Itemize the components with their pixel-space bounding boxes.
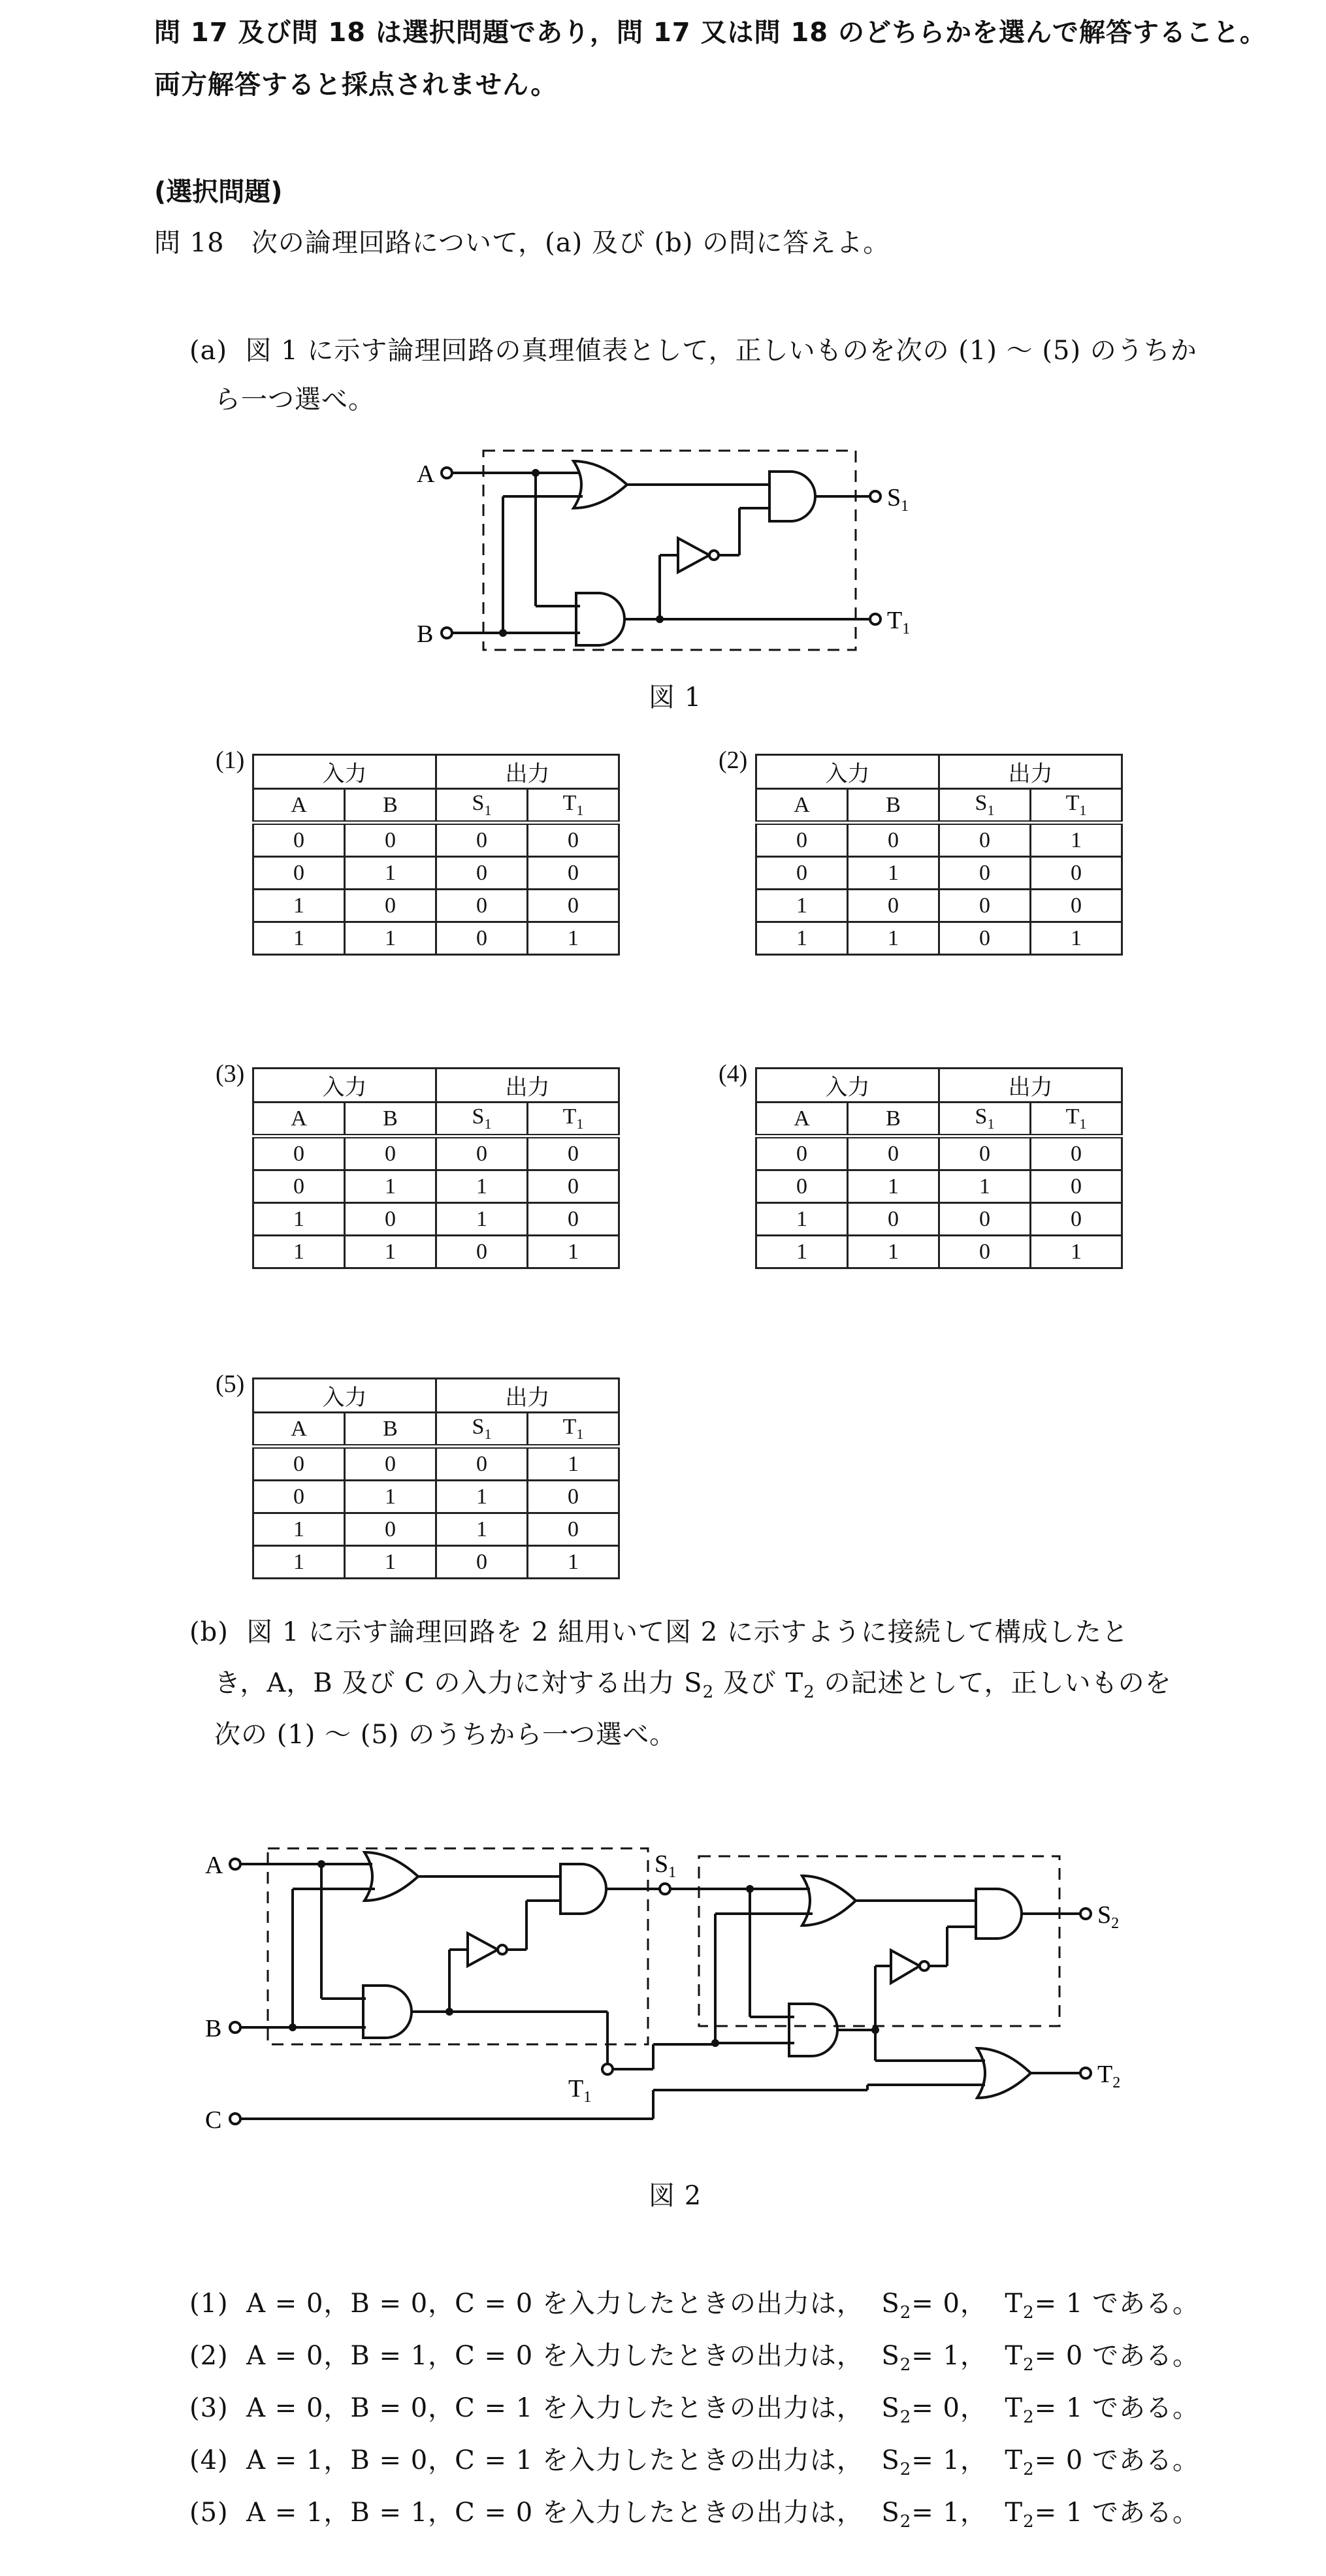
table-cell: 0 — [253, 1170, 345, 1203]
table-cell: 1 — [848, 922, 939, 955]
table-cell: 1 — [528, 922, 619, 955]
table-cell: 1 — [756, 922, 848, 955]
choice-t-label: T — [1005, 2289, 1024, 2319]
table-row — [756, 857, 1122, 890]
table-col-s — [939, 1103, 1031, 1136]
svg-text:T1 — [568, 2075, 591, 2106]
svg-text:S2 — [1097, 1901, 1119, 1932]
col-letter: B — [886, 1106, 901, 1131]
figure2-or-gate-2 — [802, 1876, 856, 1925]
table-cell: 0 — [939, 857, 1031, 890]
choice-t-sub: 2 — [1023, 2460, 1035, 2479]
table-cell: 0 — [756, 1170, 848, 1203]
choice-s-label: S — [881, 2393, 900, 2423]
choice-t-label: T — [1005, 2445, 1024, 2475]
table-col-a — [756, 789, 848, 823]
choice-t-sub: 2 — [1023, 2512, 1035, 2532]
figure2-or-gate-t2 — [977, 2048, 1031, 2098]
table-col-t — [528, 789, 619, 823]
choice-condition: A = 1，B = 0，C = 1 を入力したときの出力は， — [246, 2445, 864, 2475]
svg-text:T2 — [1097, 2061, 1120, 2091]
fig2-label-c: C — [205, 2106, 222, 2134]
table-row — [253, 922, 619, 955]
table-cell: 0 — [436, 1447, 528, 1481]
table-cell: 0 — [528, 823, 619, 857]
choice-s-label: S — [881, 2289, 900, 2319]
truth-table — [755, 1067, 1123, 1269]
table-cell: 0 — [939, 1236, 1031, 1268]
table-cell: 1 — [436, 1481, 528, 1513]
truth-table-label: (2) — [719, 747, 748, 774]
table-cell: 1 — [436, 1203, 528, 1236]
figure1-or-gate — [574, 461, 627, 508]
table-cell: 1 — [345, 922, 436, 955]
answer-choice — [189, 2387, 1199, 2427]
figure2-and-gate-1b — [363, 1986, 412, 2038]
figure2-block2 — [699, 1856, 1059, 2026]
table-cell: 0 — [436, 890, 528, 922]
part-b-line1 — [189, 1611, 1129, 1649]
table-cell: 0 — [1031, 1170, 1122, 1203]
col-subscript: 1 — [484, 1425, 492, 1442]
fig1-label-t: T — [887, 607, 903, 634]
table-col-t — [1031, 1103, 1122, 1136]
table-cell: 1 — [253, 1513, 345, 1546]
choice-t-sub: 2 — [1023, 2303, 1035, 2323]
table-cell: 1 — [345, 1170, 436, 1203]
table-cell: 1 — [848, 857, 939, 890]
table-cell: 1 — [528, 1236, 619, 1268]
table-header-output: 出力 — [939, 1069, 1122, 1103]
col-letter: B — [383, 792, 398, 817]
table-row — [756, 1170, 1122, 1203]
table-cell: 0 — [253, 823, 345, 857]
fig2-label-s1-sub: 1 — [668, 1864, 677, 1881]
table-cell: 0 — [756, 1136, 848, 1170]
part-b-text2c: の記述として，正しいものを — [815, 1668, 1172, 1698]
col-letter: A — [291, 1416, 307, 1441]
table-cell: 0 — [528, 1170, 619, 1203]
table-cell: 1 — [436, 1513, 528, 1546]
truth-table-label: (3) — [216, 1060, 245, 1087]
table-cell: 0 — [253, 1447, 345, 1481]
choice-t-value: = 1 である。 — [1034, 2498, 1200, 2528]
table-col-t — [528, 1413, 619, 1447]
choice-s-label: S — [881, 2445, 900, 2475]
fig2-label-t2-sub: 2 — [1112, 2074, 1121, 2091]
table-col-b — [345, 1103, 436, 1136]
table-row — [253, 857, 619, 890]
table-cell: 1 — [756, 890, 848, 922]
table-cell: 0 — [756, 823, 848, 857]
choice-condition: A = 0，B = 0，C = 1 を入力したときの出力は， — [246, 2393, 864, 2423]
choice-number: (4) — [189, 2445, 229, 2475]
table-cell: 0 — [436, 1546, 528, 1579]
answer-choice — [189, 2335, 1199, 2375]
table-cell: 0 — [939, 1203, 1031, 1236]
col-letter: S — [472, 1415, 485, 1440]
choice-s-sub: 2 — [899, 2512, 912, 2532]
fig2-label-t1-sub: 1 — [583, 2089, 592, 2106]
table-header-input: 入力 — [253, 1379, 436, 1413]
col-letter: A — [794, 1106, 810, 1131]
table-row — [756, 1236, 1122, 1268]
table-row — [253, 1513, 619, 1546]
table-cell: 0 — [1031, 1203, 1122, 1236]
col-letter: B — [383, 1416, 398, 1441]
table-cell: 0 — [848, 823, 939, 857]
table-cell: 0 — [1031, 890, 1122, 922]
table-cell: 1 — [848, 1236, 939, 1268]
table-row — [756, 890, 1122, 922]
part-b-line3: 次の (1) 〜 (5) のうちから一つ選べ。 — [214, 1720, 677, 1750]
table-cell: 0 — [436, 1136, 528, 1170]
col-subscript: 1 — [484, 801, 492, 818]
choice-t-value: = 0 である。 — [1034, 2445, 1200, 2475]
question-number: 問 18 — [154, 228, 225, 258]
col-letter: S — [975, 1104, 988, 1129]
table-cell: 1 — [345, 857, 436, 890]
truth-table-label: (5) — [216, 1370, 245, 1398]
truth-table — [252, 1377, 620, 1579]
table-cell: 0 — [436, 922, 528, 955]
instruction-line1: 問 17 及び問 18 は選択問題であり，問 17 又は問 18 のどちらかを選んで解答すること。 — [154, 18, 1267, 48]
part-b-sub-t: 2 — [803, 1682, 815, 1702]
table-cell: 1 — [528, 1447, 619, 1481]
table-col-a — [253, 789, 345, 823]
table-row — [253, 1546, 619, 1579]
table-header-output: 出力 — [939, 755, 1122, 789]
col-subscript: 1 — [1079, 801, 1087, 818]
fig1-label-a: A — [417, 460, 435, 488]
table-cell: 1 — [528, 1546, 619, 1579]
table-row — [756, 922, 1122, 955]
table-cell: 1 — [848, 1170, 939, 1203]
figure1-circuit — [405, 444, 967, 660]
part-b-text2a: き，A，B 及び C の入力に対する出力 S — [214, 1668, 703, 1698]
figure1-caption: 図 1 — [649, 683, 702, 713]
table-col-b — [345, 789, 436, 823]
choice-s-sub: 2 — [899, 2407, 912, 2427]
col-letter: A — [291, 792, 307, 817]
question-line — [154, 222, 890, 259]
instruction-line2: 両方解答すると採点されません。 — [154, 70, 558, 100]
table-cell: 1 — [1031, 823, 1122, 857]
col-letter: T — [562, 1415, 577, 1440]
table-cell: 0 — [528, 1203, 619, 1236]
table-row — [253, 1203, 619, 1236]
table-col-a — [253, 1413, 345, 1447]
figure2-and-gate-2a — [976, 1889, 1022, 1939]
table-cell: 1 — [253, 890, 345, 922]
table-cell: 1 — [253, 1546, 345, 1579]
table-cell: 1 — [345, 1236, 436, 1268]
table-header-input: 入力 — [253, 755, 436, 789]
choice-s-label: S — [881, 2341, 900, 2371]
table-cell: 0 — [528, 1136, 619, 1170]
part-a-line1 — [189, 330, 1197, 367]
col-subscript: 1 — [1079, 1115, 1087, 1132]
choice-s-sub: 2 — [899, 2355, 912, 2375]
part-b-sub-s: 2 — [702, 1682, 715, 1702]
table-cell: 0 — [848, 1136, 939, 1170]
table-cell: 1 — [939, 1170, 1031, 1203]
figure2-not-gate-1 — [468, 1933, 498, 1966]
col-letter: T — [562, 791, 577, 816]
col-subscript: 1 — [576, 1115, 584, 1132]
fig2-label-s1: S — [655, 1850, 669, 1878]
svg-text:T1 — [887, 607, 910, 637]
truth-table — [252, 754, 620, 956]
figure2-not-gate-2 — [891, 1950, 920, 1983]
figure2-or-gate-1 — [364, 1852, 418, 1901]
choice-s-sub: 2 — [899, 2460, 912, 2479]
table-header-input: 入力 — [253, 1069, 436, 1103]
col-letter: S — [472, 1104, 485, 1129]
table-col-a — [253, 1103, 345, 1136]
table-cell: 1 — [345, 1481, 436, 1513]
col-letter: T — [1065, 791, 1080, 816]
col-letter: A — [794, 792, 810, 817]
choice-condition: A = 0，B = 0，C = 0 を入力したときの出力は， — [246, 2289, 864, 2319]
fig2-label-t2: T — [1097, 2061, 1113, 2088]
table-cell: 0 — [1031, 1136, 1122, 1170]
table-row — [253, 1170, 619, 1203]
table-cell: 0 — [345, 890, 436, 922]
table-cell: 0 — [528, 1481, 619, 1513]
choice-s-value: = 0， — [911, 2393, 987, 2423]
table-cell: 0 — [436, 1236, 528, 1268]
table-row — [253, 1236, 619, 1268]
choice-number: (1) — [189, 2289, 229, 2319]
truth-table-label: (4) — [719, 1060, 748, 1087]
table-cell: 0 — [345, 1447, 436, 1481]
col-subscript: 1 — [576, 1425, 584, 1442]
table-cell: 1 — [756, 1203, 848, 1236]
table-row — [253, 823, 619, 857]
choice-s-value: = 0， — [911, 2289, 987, 2319]
truth-table — [252, 1067, 620, 1269]
question-text: 次の論理回路について，(a) 及び (b) の問に答えよ。 — [251, 228, 890, 258]
col-letter: T — [562, 1104, 577, 1129]
figure1-and-gate-lower — [576, 593, 624, 645]
choice-s-value: = 1， — [911, 2445, 987, 2475]
figure1-and-gate-upper — [769, 472, 815, 521]
table-cell: 0 — [345, 1513, 436, 1546]
table-cell: 0 — [939, 823, 1031, 857]
choice-number: (5) — [189, 2498, 229, 2528]
table-cell: 1 — [253, 1236, 345, 1268]
choice-t-value: = 1 である。 — [1034, 2393, 1200, 2423]
table-cell: 0 — [345, 823, 436, 857]
fig1-label-s: S — [887, 484, 901, 511]
choice-s-label: S — [881, 2498, 900, 2528]
part-a-line2: ら一つ選べ。 — [214, 385, 375, 415]
fig2-label-t1: T — [568, 2075, 584, 2102]
table-col-b — [345, 1413, 436, 1447]
table-cell: 0 — [253, 857, 345, 890]
table-cell: 0 — [848, 890, 939, 922]
choice-t-label: T — [1005, 2341, 1024, 2371]
table-row — [253, 1481, 619, 1513]
table-row — [253, 1136, 619, 1170]
table-cell: 0 — [436, 857, 528, 890]
answer-choice — [189, 2439, 1199, 2479]
fig2-label-s2-sub: 2 — [1111, 1915, 1120, 1932]
choice-number: (3) — [189, 2393, 229, 2423]
table-cell: 0 — [939, 890, 1031, 922]
table-cell: 0 — [345, 1203, 436, 1236]
part-b-text2b: 及び T — [714, 1668, 804, 1698]
table-cell: 0 — [528, 890, 619, 922]
table-col-s — [436, 1413, 528, 1447]
col-letter: S — [975, 791, 988, 816]
table-cell: 1 — [1031, 1236, 1122, 1268]
table-col-b — [848, 789, 939, 823]
table-col-t — [528, 1103, 619, 1136]
table-cell: 1 — [253, 922, 345, 955]
fig1-label-s-sub: 1 — [901, 498, 909, 515]
table-cell: 0 — [848, 1203, 939, 1236]
choice-s-value: = 1， — [911, 2341, 987, 2371]
truth-table-label: (1) — [216, 747, 245, 774]
table-cell: 1 — [1031, 922, 1122, 955]
table-cell: 0 — [253, 1136, 345, 1170]
choice-t-sub: 2 — [1023, 2355, 1035, 2375]
col-subscript: 1 — [576, 801, 584, 818]
table-col-s — [939, 789, 1031, 823]
table-header-output: 出力 — [436, 1069, 619, 1103]
choice-condition: A = 0，B = 1，C = 0 を入力したときの出力は， — [246, 2341, 864, 2371]
part-b-label: (b) — [189, 1617, 229, 1647]
table-col-b — [848, 1103, 939, 1136]
answer-choice — [189, 2283, 1199, 2323]
table-cell: 0 — [756, 857, 848, 890]
table-cell: 1 — [345, 1546, 436, 1579]
col-subscript: 1 — [987, 1115, 995, 1132]
table-cell: 0 — [528, 857, 619, 890]
col-letter: S — [472, 791, 485, 816]
col-letter: T — [1065, 1104, 1080, 1129]
table-header-input: 入力 — [756, 755, 939, 789]
figure2-circuit — [196, 1835, 1176, 2142]
figure2-caption: 図 2 — [649, 2181, 702, 2211]
figure2-and-gate-2b — [789, 2004, 837, 2056]
table-row — [756, 1136, 1122, 1170]
table-cell: 0 — [436, 823, 528, 857]
section-label: (選択問題) — [154, 177, 283, 207]
col-letter: A — [291, 1106, 307, 1131]
table-cell: 0 — [939, 922, 1031, 955]
choice-t-value: = 1 である。 — [1034, 2289, 1200, 2319]
choice-s-sub: 2 — [899, 2303, 912, 2323]
table-header-output: 出力 — [436, 755, 619, 789]
part-a-text1: 図 1 に示す論理回路の真理値表として，正しいものを次の (1) 〜 (5) のうちか — [245, 336, 1197, 366]
part-b-text1: 図 1 に示す論理回路を 2 組用いて図 2 に示すように接続して構成したと — [246, 1617, 1129, 1647]
choice-s-value: = 1， — [911, 2498, 987, 2528]
answer-choice — [189, 2492, 1199, 2532]
fig1-label-t-sub: 1 — [902, 620, 911, 637]
table-row — [253, 1447, 619, 1481]
table-cell: 0 — [528, 1513, 619, 1546]
table-col-s — [436, 1103, 528, 1136]
table-cell: 0 — [1031, 857, 1122, 890]
choice-condition: A = 1，B = 1，C = 0 を入力したときの出力は， — [246, 2498, 864, 2528]
col-letter: B — [383, 1106, 398, 1131]
col-letter: B — [886, 792, 901, 817]
choice-t-label: T — [1005, 2393, 1024, 2423]
fig2-label-a: A — [205, 1852, 223, 1879]
svg-text:S1 — [887, 484, 909, 515]
svg-text:S1 — [655, 1850, 676, 1881]
figure1-not-gate — [678, 538, 709, 572]
table-cell: 1 — [756, 1236, 848, 1268]
table-row — [756, 1203, 1122, 1236]
table-cell: 0 — [939, 1136, 1031, 1170]
table-cell: 1 — [253, 1203, 345, 1236]
choice-t-label: T — [1005, 2498, 1024, 2528]
fig1-label-b: B — [417, 620, 434, 648]
col-subscript: 1 — [987, 801, 995, 818]
table-col-a — [756, 1103, 848, 1136]
col-subscript: 1 — [484, 1115, 492, 1132]
table-header-output: 出力 — [436, 1379, 619, 1413]
part-a-label: (a) — [189, 336, 228, 366]
choice-t-sub: 2 — [1023, 2407, 1035, 2427]
part-b-line2 — [214, 1662, 1172, 1702]
table-col-t — [1031, 789, 1122, 823]
table-cell: 0 — [253, 1481, 345, 1513]
table-col-s — [436, 789, 528, 823]
table-cell: 0 — [345, 1136, 436, 1170]
choice-number: (2) — [189, 2341, 229, 2371]
table-row — [253, 890, 619, 922]
choice-t-value: = 0 である。 — [1034, 2341, 1200, 2371]
truth-table — [755, 754, 1123, 956]
table-row — [756, 823, 1122, 857]
table-cell: 1 — [436, 1170, 528, 1203]
figure2-and-gate-1a — [560, 1864, 606, 1914]
fig2-label-b: B — [205, 2015, 222, 2042]
fig2-label-s2: S — [1097, 1901, 1112, 1929]
table-header-input: 入力 — [756, 1069, 939, 1103]
